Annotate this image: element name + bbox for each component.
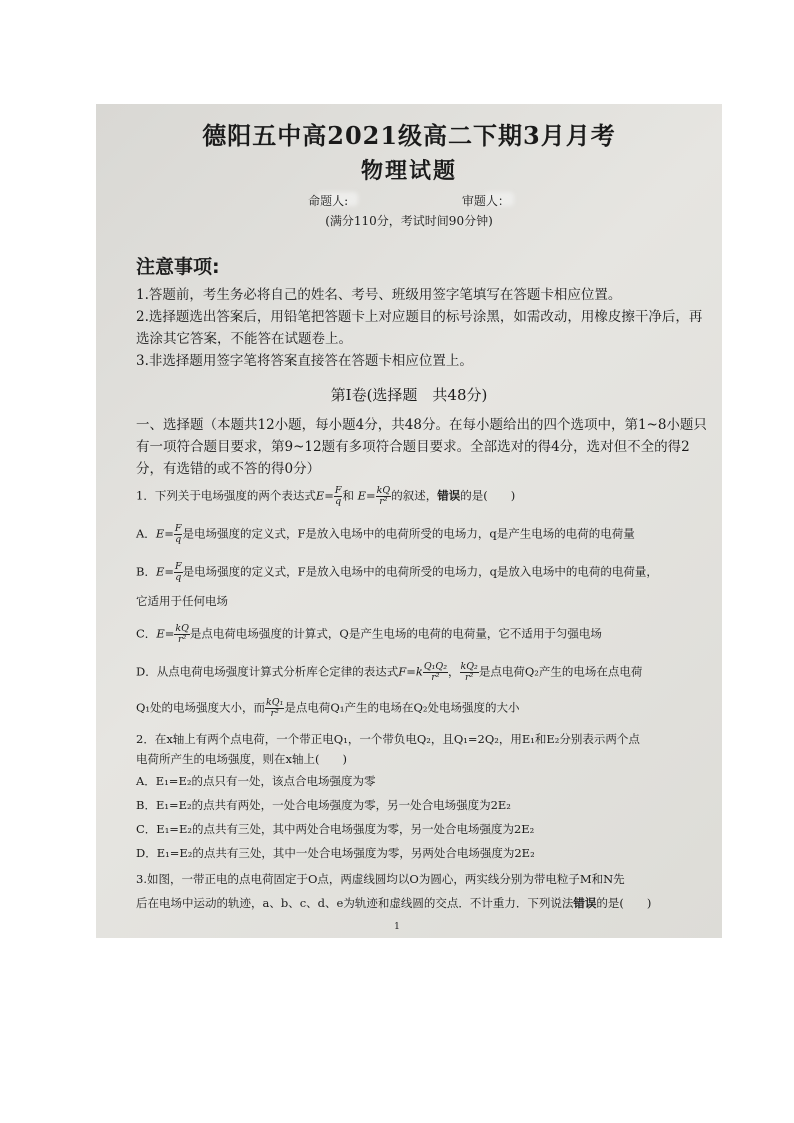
instructions: 一、选择题（本题共12小题，每小题4分，共48分。在每小题给出的四个选项中，第1~8小题只有一项符合题目要求，第9~12题有多项符合题目要求。全部选对的得4分，选对但不全的得2分，有选错的或不答的得0分） bbox=[136, 417, 707, 477]
question-1-option-d-cont: Q₁处的电场强度大小，而 $\frac{\text{kQ₁}}{\text{r²}}$ 是点电荷Q₁产生的电场在Q₂处电场强度的大小 bbox=[136, 697, 520, 719]
question-2-stem-cont: 电荷所产生的电场强度，则在x轴上( ) bbox=[136, 752, 347, 766]
question-1-stem: 1．下列关于电场强度的两个表达式E= $\frac{F}{q}$ 和 E= $\frac{kQ}{\text{r²}}$ 的叙述，错误的是( ) bbox=[136, 485, 516, 507]
section-title: 第I卷(选择题 共48分) bbox=[330, 386, 488, 404]
notice-item: 1.答题前，考生务必将自己的姓名、考号、班级用签字笔填写在答题卡相应位置。 bbox=[136, 287, 622, 303]
notice-heading: 注意事项: bbox=[136, 256, 220, 278]
setter-label: 命题人: bbox=[308, 194, 349, 208]
exam-subtitle: 物理试题 bbox=[360, 158, 457, 184]
question-2-option-c: C．E₁=E₂的点共有三处，其中两处合电场强度为零，另一处合电场强度为2E₂ bbox=[136, 822, 535, 836]
question-1-option-b: B．E= $\frac{F}{q}$ 是电场强度的定义式，F是放入电场中的电荷所受的电场力，q是放入电场中的电荷的电荷量， bbox=[136, 561, 658, 583]
question-2-option-a: A．E₁=E₂的点只有一处，该点合电场强度为零 bbox=[136, 774, 376, 788]
reviewer-label: 审题人： bbox=[461, 194, 510, 208]
score-info: (满分110分，考试时间90分钟) bbox=[325, 214, 493, 228]
exam-photo bbox=[96, 104, 722, 938]
question-3-stem: 3.如图，一带正电的点电荷固定于O点，两虚线圆均以O为圆心，两实线分别为带电粒子M和N先 bbox=[136, 872, 625, 886]
question-2-stem: 2．在x轴上有两个点电荷，一个带正电Q₁，一个带负电Q₂，且Q₁=2Q₂，用E₁和E₂分别表示两个点 bbox=[136, 732, 640, 746]
question-1-option-b-cont: 它适用于任何电场 bbox=[136, 594, 228, 608]
page-number: 1 bbox=[394, 922, 400, 932]
exam-title: 德阳五中高2021级高二下期3月月考 bbox=[202, 121, 616, 150]
notice-item: 2.选择题选出答案后，用铅笔把答题卡上对应题目的标号涂黑，如需改动，用橡皮擦干净后，再选涂其它答案，不能答在试题卷上。 bbox=[136, 309, 703, 347]
notice-item: 3.非选择题用签字笔将答案直接答在答题卡相应位置上。 bbox=[136, 353, 473, 369]
question-2-option-d: D．E₁=E₂的点共有三处，其中一处合电场强度为零，另两处合电场强度为2E₂ bbox=[136, 846, 535, 860]
question-3-stem-cont: 后在电场中运动的轨迹，a、b、c、d、e为轨迹和虚线圆的交点．不计重力．下列说法错误的是( ) bbox=[136, 896, 652, 910]
question-1-option-d: D．从点电荷电场强度计算式分析库仑定律的表达式F=k $\frac{\text{Q₁Q₂}}{\text{r²}}$ ， $\frac{\text{kQ₂}}{\text{r²}}$ 是点电荷Q₂产生的电场在点电荷 bbox=[136, 661, 643, 683]
authors bbox=[96, 192, 722, 209]
question-2-option-b: B．E₁=E₂的点共有两处，一处合电场强度为零，另一处合电场强度为2E₂ bbox=[136, 798, 511, 812]
question-1-option-c: C．E= $\frac{kQ}{\text{r²}}$ 是点电荷电场强度的计算式，Q是产生电场的电荷的电荷量，它不适用于匀强电场 bbox=[136, 623, 602, 645]
question-1-option-a: A．E= $\frac{F}{q}$ 是电场强度的定义式，F是放入电场中的电荷所受的电场力，q是产生电场的电荷的电荷量 bbox=[136, 523, 635, 545]
